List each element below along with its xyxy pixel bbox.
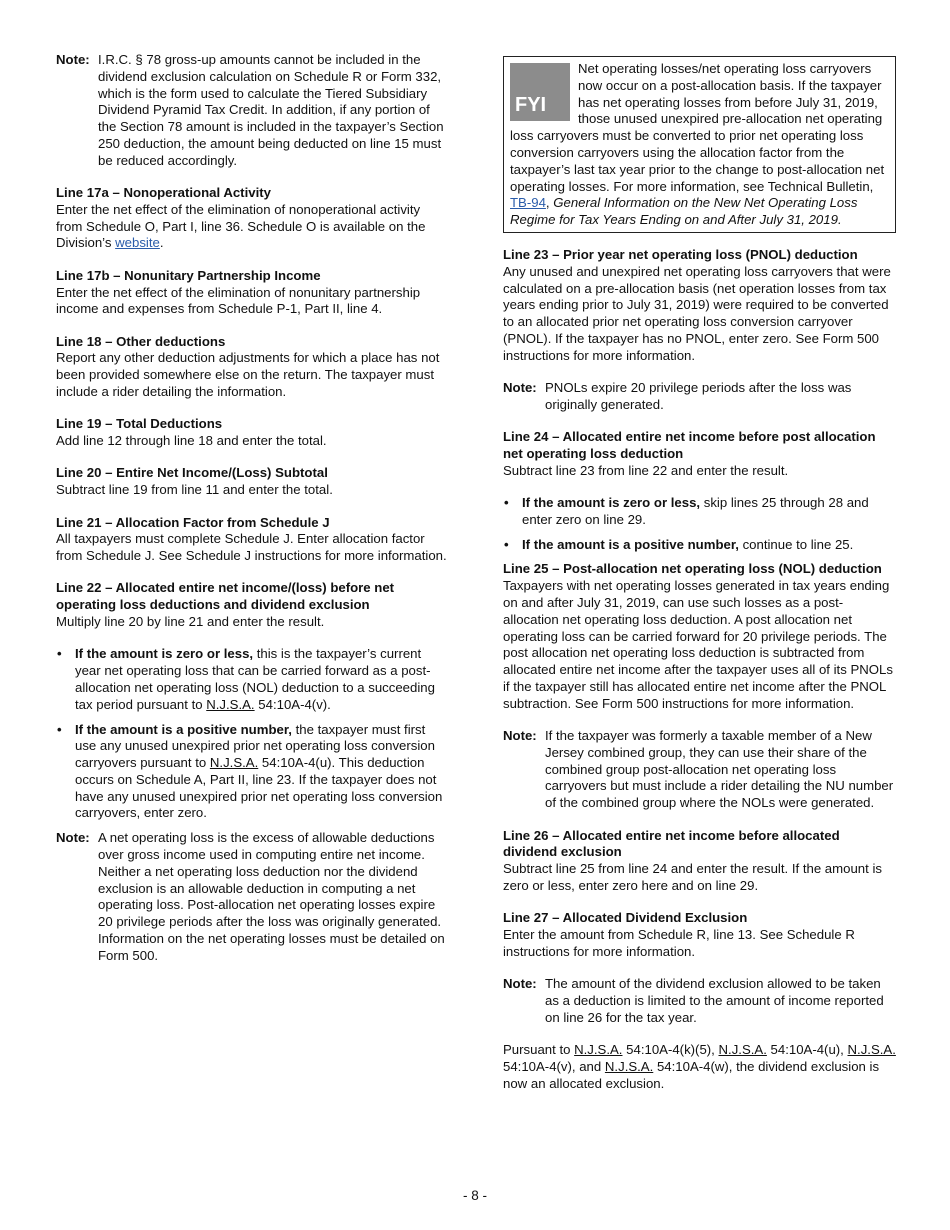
line-23-section (503, 247, 896, 365)
pursuant-paragraph (503, 1042, 896, 1092)
note-label: Note: (56, 830, 90, 846)
bullet-end: 54:10A-4(v). (254, 696, 331, 712)
bullet-text: continue to line 25. (738, 536, 854, 552)
line-17a-section (56, 185, 448, 252)
line-22-section (56, 580, 448, 630)
bullet-text: skip lines 25 through 28 and enter zero on line 29. (522, 495, 869, 527)
line-21-text: All taxpayers must complete Schedule J. Enter allocation factor from Schedule J. See Schedule J instructions for more information. (56, 531, 447, 564)
note-dividend-limit (503, 976, 896, 1026)
line-21-heading: Line 21 – Allocation Factor from Schedule J (56, 514, 330, 530)
fyi-box (503, 56, 896, 233)
fyi-badge-label: FYI (515, 94, 547, 117)
line-17a-text: Enter the net effect of the elimination of nonoperational activity from Schedule O, Part I, line 36. Schedule O is available on the Division’s (56, 201, 426, 251)
note-label: Note: (503, 976, 537, 992)
list-item (503, 495, 896, 529)
bullet-lead: If the amount is zero or less, (75, 646, 254, 662)
line-20-section (56, 465, 448, 499)
line-26-text: Subtract line 25 from line 24 and enter the result. If the amount is zero or less, enter zero here and on line 29. (503, 861, 882, 893)
note-label: Note: (503, 380, 537, 396)
line-24-bullets (503, 495, 896, 553)
line-27-text: Enter the amount from Schedule R, line 13. See Schedule R instructions for more information. (503, 927, 855, 959)
tb-94-link[interactable]: TB-94 (510, 195, 546, 211)
line-17a-heading: Line 17a – Nonoperational Activity (56, 185, 271, 201)
line-22-heading: Line 22 – Allocated entire net income/(loss) before net operating loss deductions and dividend exclusion (56, 580, 395, 613)
note-text: I.R.C. § 78 gross-up amounts cannot be included in the dividend exclusion calculation on Schedule R or Form 332, which is the form used to calculate the Tiered Subsidiary Dividend Pyramid Tax Credit. In addition, if any portion of the Section 78 amount is included in the taxpayer’s Section 250 deduction, the amount being deducted on line 15 must be reduced accordingly. (98, 52, 444, 168)
statute-reference: N.J.S.A. (206, 696, 255, 712)
statute-reference: N.J.S.A. (209, 755, 259, 771)
list-item (503, 537, 896, 554)
pursuant-text-3: 54:10A-4(u), (766, 1042, 848, 1058)
line-17b-text: Enter the net effect of the elimination of nonunitary partnership income and expenses from Schedule P-1, Part II, line 4. (56, 284, 421, 317)
line-19-section (56, 416, 448, 450)
line-26-heading: Line 26 – Allocated entire net income before allocated dividend exclusion (503, 827, 840, 860)
line-23-text: Any unused and unexpired net operating loss carryovers that were calculated on a pre-allocation basis (net operation losses from tax years ending prior to July 31, 2019) were required to be converted to an allocated prior net operating loss conversion carryover (PNOL). If the taxpayer has no PNOL, enter zero. See Form 500 instructions for more information. (503, 263, 891, 363)
pursuant-text-4: 54:10A-4(v), and (503, 1058, 605, 1074)
line-21-section (56, 515, 448, 565)
note-net-operating-loss (56, 830, 448, 964)
line-22-text: Multiply line 20 by line 21 and enter the result. (56, 614, 325, 630)
fyi-separator: , (545, 195, 554, 211)
website-link[interactable]: website (115, 235, 160, 251)
line-25-text: Taxpayers with net operating losses generated in tax years ending on and after July 31, 2019, can use such losses as a post-allocation net operating loss deduction. A post allocation net operating loss can be carried forward for 20 privilege periods. The post allocation net operating loss deduction is subtracted from allocated entire net income after the taxpayer uses all of its PNOLs if the taxpayer still has allocated entire net income after the PNOL subtraction. See Form 500 instructions for more information. (503, 578, 893, 711)
pursuant-text-2: 54:10A-4(k)(5), (622, 1042, 719, 1058)
line-25-section (503, 561, 896, 712)
line-20-text: Subtract line 19 from line 11 and enter the total. (56, 482, 333, 498)
line-22-bullets (56, 646, 448, 822)
line-27-section (503, 910, 896, 960)
line-19-text: Add line 12 through line 18 and enter the total. (56, 433, 327, 449)
note-combined-group (503, 728, 896, 812)
bullet-text: the taxpayer must first use any unused unexpired prior net operating loss conversion carryovers pursuant to (75, 721, 435, 771)
note-label: Note: (503, 728, 537, 744)
bullet-text: this is the taxpayer’s current year net operating loss that can be carried forward as a post-allocation net operating loss (NOL) deduction to a succeeding tax period pursuant to (75, 646, 435, 712)
line-24-section (503, 429, 896, 479)
list-item (56, 722, 448, 823)
statute-reference: N.J.S.A. (604, 1058, 654, 1074)
line-19-heading: Line 19 – Total Deductions (56, 416, 223, 432)
line-17b-section (56, 268, 448, 318)
bullet-lead: If the amount is a positive number, (75, 721, 292, 737)
line-18-heading: Line 18 – Other deductions (56, 333, 226, 349)
note-pnol-expiry (503, 380, 896, 414)
line-25-heading: Line 25 – Post-allocation net operating loss (NOL) deduction (503, 561, 882, 577)
line-27-heading: Line 27 – Allocated Dividend Exclusion (503, 910, 748, 926)
line-17a-body (56, 202, 448, 252)
line-18-section (56, 334, 448, 401)
line-17b-heading: Line 17b – Nonunitary Partnership Income (56, 267, 321, 283)
line-20-heading: Line 20 – Entire Net Income/(Loss) Subtotal (56, 465, 328, 481)
pursuant-text-1: Pursuant to (503, 1042, 575, 1058)
statute-reference: N.J.S.A. (718, 1042, 767, 1058)
line-24-heading: Line 24 – Allocated entire net income before post allocation net operating loss deduction (503, 429, 876, 461)
line-17a-end: . (159, 235, 164, 251)
line-18-text: Report any other deduction adjustments for which a place has not been provided somewhere else on the return. The taxpayer must include a rider detailing the information. (56, 350, 440, 400)
line-23-heading: Line 23 – Prior year net operating loss (PNOL) deduction (503, 246, 858, 262)
fyi-text: Net operating losses/net operating loss carryovers now occur on a post-allocation basis. If the taxpayer has net operating losses from before July 31, 2019, those unused unexpired pre-allocation net operating loss carryovers must be converted to prior net operating loss conversion carryovers using the allocation factor from the taxpayer’s last tax year prior to the change to post-allocation net operating losses. For more information, see Technical Bulletin, (510, 61, 885, 194)
line-26-section (503, 828, 896, 895)
bullet-lead: If the amount is a positive number, (522, 536, 739, 552)
note-label: Note: (56, 52, 90, 67)
bullet-lead: If the amount is zero or less, (522, 495, 701, 511)
fyi-bulletin-title: General Information on the New Net Operating Loss Regime for Tax Years Ending on and After July 31, 2019. (510, 195, 858, 228)
note-section78-gross-up (56, 52, 448, 170)
bullet-end: 54:10A-4(u). This deduction occurs on Schedule A, Part II, line 23. If the taxpayer does not have any unused unexpired prior net operating loss conversion carryovers, enter zero. (75, 755, 443, 821)
fyi-badge-icon (510, 63, 570, 121)
left-column (56, 52, 448, 980)
line-24-text: Subtract line 23 from line 22 and enter the result. (503, 462, 789, 478)
note-text: The amount of the dividend exclusion allowed to be taken as a deduction is limited to the amount of income reported on line 26 for the tax year. (545, 976, 884, 1025)
statute-reference: N.J.S.A. (847, 1042, 896, 1058)
note-text: A net operating loss is the excess of allowable deductions over gross income used in computing entire net income. Neither a net operating loss deduction nor the dividend exclusion is an allowable deduction in computing a net operating loss. Post-allocation net operating losses expire 20 privilege periods after the loss was originally generated. Information on the net operating losses must be detailed on Form 500. (98, 830, 445, 963)
note-text: PNOLs expire 20 privilege periods after the loss was originally generated. (545, 380, 852, 412)
note-text: If the taxpayer was formerly a taxable member of a New Jersey combined group, they can use their share of the combined group post-allocation net operating loss carryovers but must include a rider detailing the NU number of the combined group where the NOLs were generated. (545, 728, 894, 811)
right-column (503, 52, 896, 1108)
statute-reference: N.J.S.A. (574, 1042, 623, 1058)
page-number: - 8 - (462, 1188, 487, 1203)
pursuant-text-5: 54:10A-4(w), the dividend exclusion is now an allocated exclusion. (503, 1058, 880, 1091)
list-item (56, 646, 448, 713)
